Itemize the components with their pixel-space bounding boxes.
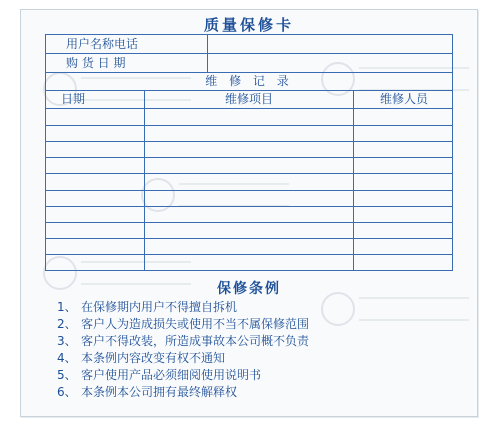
- term-number: 2、: [57, 317, 77, 331]
- purchase-date-label: 购 货 日 期: [46, 54, 208, 72]
- terms-title: 保修条例: [217, 281, 281, 297]
- record-row-divider: [46, 206, 452, 207]
- record-row-divider: [46, 125, 452, 126]
- term-number: 6、: [57, 385, 77, 399]
- term-text: 客户使用产品必须细阅使用说明书: [81, 368, 262, 382]
- warranty-card: [20, 9, 478, 417]
- user-contact-row: [46, 35, 452, 54]
- term-text: 客户人为造成损失或使用不当不属保修范围: [81, 317, 310, 331]
- record-row-divider: [46, 141, 452, 142]
- term-text: 本条例内容改变有权不通知: [81, 351, 226, 365]
- term-item: [57, 367, 437, 384]
- record-row-divider: [46, 238, 452, 239]
- record-row-divider: [46, 173, 452, 174]
- record-row-divider: [46, 190, 452, 191]
- column-header-date: 日期: [61, 92, 86, 106]
- user-contact-label: 用户名称电话: [46, 35, 208, 53]
- term-number: 4、: [57, 351, 77, 365]
- record-row-divider: [46, 157, 452, 158]
- term-text: 本条例本公司拥有最终解释权: [81, 385, 238, 399]
- column-header-repair-item: 维修项目: [144, 91, 353, 108]
- card-title: 质量保修卡: [203, 16, 294, 34]
- term-item: [57, 316, 437, 333]
- term-text: 客户不得改装，所造成事故本公司概不负责: [81, 334, 310, 348]
- repair-record-title: 维 修 记 录: [46, 73, 452, 91]
- warranty-form-table: [45, 34, 453, 271]
- term-item: [57, 384, 437, 401]
- term-number: 5、: [57, 368, 77, 382]
- purchase-date-row: [46, 54, 452, 73]
- terms-list: [57, 299, 437, 401]
- term-item: [57, 333, 437, 350]
- term-item: [57, 350, 437, 367]
- term-item: [57, 299, 437, 316]
- term-number: 1、: [57, 300, 77, 314]
- record-row-divider: [46, 222, 452, 223]
- term-text: 在保修期内用户不得擅自拆机: [81, 300, 238, 314]
- column-header-repairer: 维修人员: [353, 91, 454, 108]
- repair-record-header: [46, 91, 452, 109]
- record-row-divider: [46, 254, 452, 255]
- term-number: 3、: [57, 334, 77, 348]
